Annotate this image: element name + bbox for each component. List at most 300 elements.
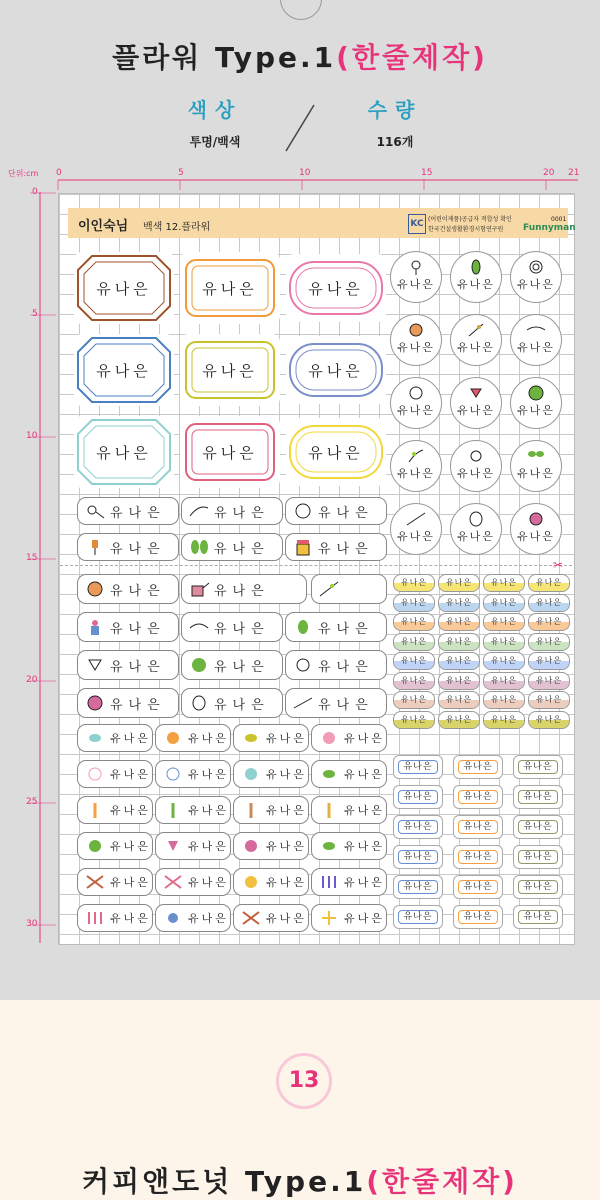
label-text: 유나은 [523,882,553,892]
flower-icon [84,580,106,598]
pattern-icon [318,909,340,927]
label-text: 유나은 [535,597,563,607]
name-label [311,796,387,824]
label-text: 유나은 [400,636,428,646]
label-text: 유나은 [266,732,307,745]
frame-label [453,785,503,809]
flower-icon [405,322,427,338]
label-text: 유나은 [523,792,553,802]
circle-label [450,440,502,492]
mini-label [393,613,435,631]
frame-label [453,755,503,779]
pot-icon [292,538,314,556]
sheet-cert-line: (어린이제품)공급자 적합성 확인 [428,216,512,223]
branch-icon [292,694,314,712]
name-label [181,533,283,561]
circle-label [510,503,562,555]
label-text: 유나은 [110,876,151,889]
ruler-h-tick: 20 [543,168,555,178]
mini-label [528,711,570,729]
label-text: 유나은 [110,768,151,781]
cut-line [60,565,572,566]
ruler-v-tick: 25 [26,797,38,807]
mini-label [438,672,480,690]
name-label [77,796,153,824]
label-text: 유나은 [110,732,151,745]
label-text: 유나은 [490,617,518,626]
rose-icon [292,656,314,674]
name-label [311,904,387,932]
circle-label [450,377,502,429]
circle-label [390,314,442,366]
frame-label [453,875,503,899]
name-label [285,650,387,680]
sprout-icon [84,729,106,747]
mini-label [528,652,570,670]
mini-label [393,633,435,651]
rose-icon [240,765,262,783]
label-text: 유나은 [463,822,493,832]
label-text: 유나은 [266,804,307,817]
name-label [181,574,307,604]
label-text: 유나은 [96,279,152,298]
label-text: 유나은 [400,656,428,665]
name-label [233,760,309,788]
flower-icon [525,511,547,527]
frame-label [453,905,503,929]
sheet-brand: Funnyman [523,223,576,233]
circle-label [390,503,442,555]
spec-qty-value: 116개 [376,135,414,149]
label-text: 유나은 [400,675,428,685]
divider-slash [282,103,318,153]
mini-label [483,613,525,631]
label-text: 유나은 [400,714,428,724]
ruler-h-tick: 21 [568,168,580,178]
dandelion-icon [405,259,427,275]
sprout-icon [318,837,340,855]
label-text: 유나은 [490,714,518,724]
circle-label [510,377,562,429]
frame-label [453,845,503,869]
label-text: 유나은 [463,912,493,922]
label-text: 유나은 [445,656,473,665]
herb-icon [84,837,106,855]
label-text: 유나은 [523,762,553,772]
label-text: 유나은 [96,361,152,380]
label-text: 유나은 [523,822,553,832]
label-text: 유나은 [110,804,151,817]
label-text: 유나은 [202,361,258,380]
label-text: 유나은 [214,659,270,675]
watering-can-icon [188,580,210,598]
circle-label [390,251,442,303]
branch-icon [525,322,547,338]
name-label [285,497,387,525]
label-text: 유나은 [535,656,563,665]
label-text: 유나은 [463,762,493,772]
mini-label [483,574,525,592]
ruler-h-tick: 0 [56,168,62,178]
label-text: 유나은 [490,656,518,665]
mini-label [483,652,525,670]
label-cloud-frame [286,336,386,404]
mini-label [528,613,570,631]
label-text: 유나은 [490,578,518,587]
label-text: 유나은 [445,695,473,704]
label-text: 유나은 [344,732,385,745]
mini-label [438,613,480,631]
label-text: 유나은 [457,341,495,354]
frame-label [513,755,563,779]
label-text: 유나은 [535,617,563,626]
label-text: 유나은 [403,792,433,802]
label-text: 유나은 [214,541,270,557]
vase-icon [84,618,106,636]
label-text: 유나은 [400,578,428,587]
sprout-icon [240,729,262,747]
label-text: 유나은 [266,876,307,889]
sheet-option: 백색 12.플라워 [143,222,211,233]
sprout-icon [525,448,547,464]
label-ornament-frame [180,416,280,488]
frame-label [513,845,563,869]
label-text: 유나은 [403,912,433,922]
label-cloud-frame [286,254,386,322]
pattern-icon [162,909,184,927]
pattern-icon [84,873,106,891]
label-text: 유나은 [517,467,555,480]
frame-label [513,785,563,809]
label-text: 유나은 [318,659,374,675]
label-text: 유나은 [403,882,433,892]
name-label [285,533,387,561]
mini-label [438,633,480,651]
flower-icon [240,837,262,855]
name-label [311,832,387,860]
name-label [285,688,387,718]
branch-icon [188,502,210,520]
ruler-h-tick: 10 [299,168,311,178]
circle-label [510,251,562,303]
name-label [155,904,231,932]
label-text: 유나은 [188,768,229,781]
sheet-name: 이인숙님 [78,219,129,234]
label-text: 유나은 [214,621,270,637]
ruler-v-tick: 5 [32,309,38,319]
label-ornament-frame [180,252,280,324]
sheet-code: 0001 [551,216,567,223]
frame-label [513,905,563,929]
sprout-icon [318,765,340,783]
label-octagon-frame [74,416,174,488]
frame-label [393,755,443,779]
sheet-header [68,208,576,238]
name-label [155,760,231,788]
mini-label [528,594,570,612]
label-text: 유나은 [490,636,518,646]
mini-label [483,594,525,612]
label-text: 유나은 [445,617,473,626]
herb-icon [318,801,340,819]
label-text: 유나은 [445,675,473,685]
label-text: 유나은 [463,792,493,802]
ruler-h-tick: 5 [178,168,184,178]
label-text: 유나은 [400,695,428,704]
herb-icon [240,801,262,819]
mini-label [438,711,480,729]
label-text: 유나은 [318,621,374,637]
label-text: 유나은 [214,505,270,521]
label-text: 유나은 [457,278,495,291]
leaf-icon [292,618,314,636]
name-label [77,724,153,752]
circle-label [390,440,442,492]
ruler-v-tick: 30 [26,919,38,929]
label-text: 유나은 [308,443,364,462]
herb-icon [465,322,487,338]
rose-icon [525,259,547,275]
label-text: 유나은 [202,279,258,298]
label-text: 유나은 [535,675,563,685]
mini-label [483,691,525,709]
mini-label [393,711,435,729]
mini-label [438,574,480,592]
mini-label [393,672,435,690]
label-text: 유나은 [344,840,385,853]
mini-label [483,672,525,690]
label-ornament-frame [180,334,280,406]
leaf-icon [188,656,210,674]
shovel-icon [84,538,106,556]
name-label [233,904,309,932]
frame-label [513,875,563,899]
frame-label [393,815,443,839]
mini-label [438,652,480,670]
ruler-v-tick: 20 [26,675,38,685]
ruler-unit: 단위:cm [8,169,39,178]
circle-label [450,503,502,555]
tulip-icon [162,837,184,855]
name-label [77,688,179,718]
name-label [311,724,387,752]
label-text: 유나은 [266,912,307,925]
name-label [155,796,231,824]
branch-icon [405,511,427,527]
rose-icon [162,729,184,747]
label-text: 유나은 [266,840,307,853]
label-text: 유나은 [110,912,151,925]
name-label [233,832,309,860]
label-text: 유나은 [344,768,385,781]
label-text: 유나은 [188,732,229,745]
label-text: 유나은 [457,404,495,417]
name-label [181,650,283,680]
frame-label [393,845,443,869]
top-arc-decoration [280,0,322,20]
name-label [77,612,179,642]
mini-label [528,574,570,592]
label-text: 유나은 [397,530,435,543]
label-text: 유나은 [214,583,270,599]
mini-label [483,711,525,729]
label-text: 유나은 [490,597,518,607]
label-text: 유나은 [188,804,229,817]
label-text: 유나은 [202,443,258,462]
branch-icon [188,618,210,636]
label-text: 유나은 [188,840,229,853]
page-title [0,36,600,76]
label-text: 유나은 [517,530,555,543]
mini-label [528,691,570,709]
ruler-v-tick: 10 [26,431,38,441]
circle-label [510,440,562,492]
label-text: 유나은 [457,530,495,543]
label-text: 유나은 [490,675,518,685]
label-text: 유나은 [110,505,166,521]
label-text: 유나은 [308,361,364,380]
label-text: 유나은 [523,912,553,922]
label-text: 유나은 [400,617,428,626]
rose-icon [292,502,314,520]
label-text: 유나은 [308,279,364,298]
name-label [77,574,179,604]
spec-qty-label: 수량 [367,98,423,122]
name-label [285,612,387,642]
herb-icon [318,580,340,598]
leaf-icon [465,259,487,275]
name-label [233,724,309,752]
frame-label [393,905,443,929]
label-text: 유나은 [344,876,385,889]
herb-icon [84,801,106,819]
label-text: 유나은 [463,882,493,892]
label-text: 유나은 [318,541,374,557]
rose-icon [405,385,427,401]
pinecone-icon [188,694,210,712]
dandelion-icon [84,502,106,520]
label-text: 유나은 [400,597,428,607]
pattern-icon [240,873,262,891]
tulip-icon [84,656,106,674]
label-text: 유나은 [397,278,435,291]
name-label [77,832,153,860]
sheet-cert-line: 한국건설생활환경시험연구원 [428,226,504,233]
pinecone-icon [465,511,487,527]
section-number: 13 [288,1068,320,1093]
name-label [181,688,283,718]
tulip-icon [465,385,487,401]
label-text: 유나은 [214,697,270,713]
label-text: 유나은 [397,341,435,354]
label-text: 유나은 [344,804,385,817]
label-text: 유나은 [535,636,563,646]
flower-icon [84,694,106,712]
frame-label [393,875,443,899]
flower-icon [162,765,184,783]
ruler-h-tick: 15 [421,168,433,178]
mini-label [393,691,435,709]
label-text: 유나은 [110,659,166,675]
label-text: 유나은 [490,695,518,704]
label-text: 유나은 [318,505,374,521]
ruler-v-tick: 15 [26,553,38,563]
label-text: 유나은 [463,852,493,862]
mini-label [393,574,435,592]
mini-label [438,691,480,709]
mini-label [438,594,480,612]
section-title [0,1160,600,1200]
mini-label [393,652,435,670]
name-label [311,760,387,788]
label-text: 유나은 [535,578,563,587]
name-label [77,760,153,788]
label-text: 유나은 [403,852,433,862]
label-text: 유나은 [110,840,151,853]
herb-icon [162,801,184,819]
label-text: 유나은 [535,695,563,704]
label-octagon-frame [74,334,174,406]
pattern-icon [318,873,340,891]
ruler-v-tick: 0 [32,187,38,197]
name-label [155,868,231,896]
circle-label [510,314,562,366]
name-label [311,574,387,604]
label-text: 유나은 [266,768,307,781]
section-title-main: 커피앤도넛 Type.1 [82,1165,367,1198]
name-label [155,724,231,752]
spec-color-label: 색상 [187,98,243,122]
name-label [77,533,179,561]
pattern-icon [240,909,262,927]
label-text: 유나은 [403,822,433,832]
frame-label [513,815,563,839]
label-text: 유나은 [96,443,152,462]
label-text: 유나은 [517,278,555,291]
branch-icon [405,448,427,464]
label-text: 유나은 [188,912,229,925]
leaf-icon [525,385,547,401]
label-text: 유나은 [535,714,563,724]
label-text: 유나은 [344,912,385,925]
name-label [233,868,309,896]
mini-label [528,633,570,651]
label-text: 유나은 [445,578,473,587]
label-text: 유나은 [445,597,473,607]
title-main: 플라워 Type.1 [112,41,337,74]
name-label [77,497,179,525]
label-text: 유나은 [445,714,473,724]
name-label [77,650,179,680]
label-cloud-frame [286,418,386,486]
label-text: 유나은 [517,341,555,354]
label-text: 유나은 [110,621,166,637]
circle-label [390,377,442,429]
name-label [311,868,387,896]
label-text: 유나은 [318,697,374,713]
label-text: 유나은 [110,583,166,599]
label-text: 유나은 [517,404,555,417]
flower-icon [318,729,340,747]
name-label [181,612,283,642]
name-label [77,868,153,896]
pattern-icon [84,909,106,927]
label-text: 유나은 [110,697,166,713]
label-text: 유나은 [397,467,435,480]
name-label [233,796,309,824]
frame-label [393,785,443,809]
name-label [155,832,231,860]
